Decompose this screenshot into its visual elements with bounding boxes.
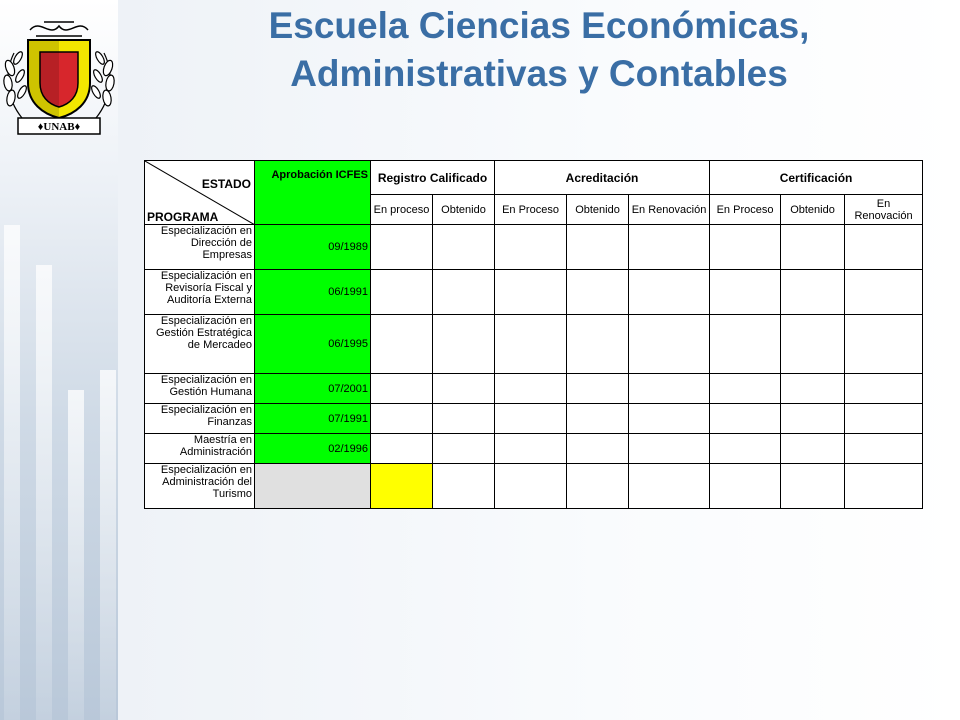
aprobacion-date: 07/2001 <box>255 374 371 404</box>
status-cell <box>495 434 567 464</box>
decor-bar <box>100 370 116 720</box>
table-row <box>145 225 923 270</box>
status-cell <box>629 464 710 509</box>
status-cell <box>433 225 495 270</box>
crest-ornament-icon <box>30 22 88 36</box>
program-name: Especialización en Gestión Estratégica de Mercadeo <box>145 315 255 374</box>
program-name: Maestría en Administración <box>145 434 255 464</box>
cert-en-proceso-header: En Proceso <box>710 195 781 225</box>
status-cell <box>710 374 781 404</box>
program-name: Especialización en Revisoría Fiscal y Auditoría Externa <box>145 270 255 315</box>
unab-logo <box>0 8 118 138</box>
table-row <box>145 270 923 315</box>
registro-header: Registro Calificado <box>371 161 495 195</box>
status-cell <box>629 374 710 404</box>
status-cell <box>781 315 845 374</box>
status-cell <box>371 434 433 464</box>
page-title <box>118 0 960 98</box>
programs-status-table <box>144 160 923 509</box>
status-cell <box>629 225 710 270</box>
table-row <box>145 315 923 374</box>
status-cell <box>433 315 495 374</box>
status-cell <box>433 434 495 464</box>
table-row <box>145 374 923 404</box>
title-line-2: Administrativas y Contables <box>290 53 788 94</box>
title-line-1: Escuela Ciencias Económicas, <box>268 5 810 46</box>
status-cell <box>567 404 629 434</box>
status-cell <box>710 270 781 315</box>
status-cell <box>845 404 923 434</box>
status-cell <box>495 225 567 270</box>
svg-text:♦UNAB♦: ♦UNAB♦ <box>37 121 81 133</box>
status-cell-in-process <box>371 464 433 509</box>
aprobacion-header: Aprobación ICFES <box>255 161 371 225</box>
status-cell <box>495 464 567 509</box>
status-cell <box>845 270 923 315</box>
status-cell <box>781 270 845 315</box>
status-cell <box>710 464 781 509</box>
table-row <box>145 434 923 464</box>
shield-icon <box>28 40 90 118</box>
status-cell <box>567 434 629 464</box>
status-cell <box>567 464 629 509</box>
acr-en-proceso-header: En Proceso <box>495 195 567 225</box>
laurel-left-icon <box>3 50 28 118</box>
aprobacion-date: 09/1989 <box>255 225 371 270</box>
aprobacion-date: 02/1996 <box>255 434 371 464</box>
status-cell <box>495 374 567 404</box>
aprobacion-date <box>255 464 371 509</box>
status-cell <box>845 315 923 374</box>
cert-en-renovacion-header: En Renovación <box>845 195 923 225</box>
status-cell <box>567 374 629 404</box>
status-cell <box>629 434 710 464</box>
status-cell <box>433 404 495 434</box>
acr-obtenido-header: Obtenido <box>567 195 629 225</box>
laurel-right-icon <box>90 50 115 118</box>
status-cell <box>495 315 567 374</box>
status-cell <box>371 315 433 374</box>
program-name: Especialización en Administración del Turismo <box>145 464 255 509</box>
status-cell <box>781 225 845 270</box>
status-cell <box>433 270 495 315</box>
status-cell <box>845 225 923 270</box>
decor-bar <box>68 390 84 720</box>
estado-label: ESTADO <box>201 177 251 191</box>
aprobacion-date: 07/1991 <box>255 404 371 434</box>
status-cell <box>567 315 629 374</box>
status-cell <box>845 464 923 509</box>
status-cell <box>845 374 923 404</box>
status-cell <box>495 404 567 434</box>
cert-obtenido-header: Obtenido <box>781 195 845 225</box>
certificacion-header: Certificación <box>710 161 923 195</box>
status-cell <box>629 315 710 374</box>
programa-label: PROGRAMA <box>147 210 219 224</box>
status-cell <box>371 270 433 315</box>
status-cell <box>371 404 433 434</box>
table-row <box>145 464 923 509</box>
estado-programa-header <box>145 161 255 225</box>
status-cell <box>845 434 923 464</box>
status-cell <box>781 404 845 434</box>
status-cell <box>710 404 781 434</box>
program-name: Especialización en Dirección de Empresas <box>145 225 255 270</box>
status-cell <box>567 225 629 270</box>
status-cell <box>567 270 629 315</box>
aprobacion-date: 06/1995 <box>255 315 371 374</box>
status-cell <box>629 270 710 315</box>
status-cell <box>371 374 433 404</box>
reg-en-proceso-header: En proceso <box>371 195 433 225</box>
status-cell <box>781 434 845 464</box>
program-name: Especialización en Finanzas <box>145 404 255 434</box>
reg-obtenido-header: Obtenido <box>433 195 495 225</box>
program-name: Especialización en Gestión Humana <box>145 374 255 404</box>
aprobacion-date: 06/1991 <box>255 270 371 315</box>
status-cell <box>371 225 433 270</box>
decor-bar <box>4 225 20 720</box>
acreditacion-header: Acreditación <box>495 161 710 195</box>
status-cell <box>781 374 845 404</box>
table-row <box>145 404 923 434</box>
acr-en-renovacion-header: En Renovación <box>629 195 710 225</box>
status-cell <box>495 270 567 315</box>
status-cell <box>433 464 495 509</box>
decor-bar <box>36 265 52 720</box>
status-cell <box>781 464 845 509</box>
status-cell <box>629 404 710 434</box>
status-cell <box>710 315 781 374</box>
status-cell <box>433 374 495 404</box>
status-cell <box>710 434 781 464</box>
status-cell <box>710 225 781 270</box>
